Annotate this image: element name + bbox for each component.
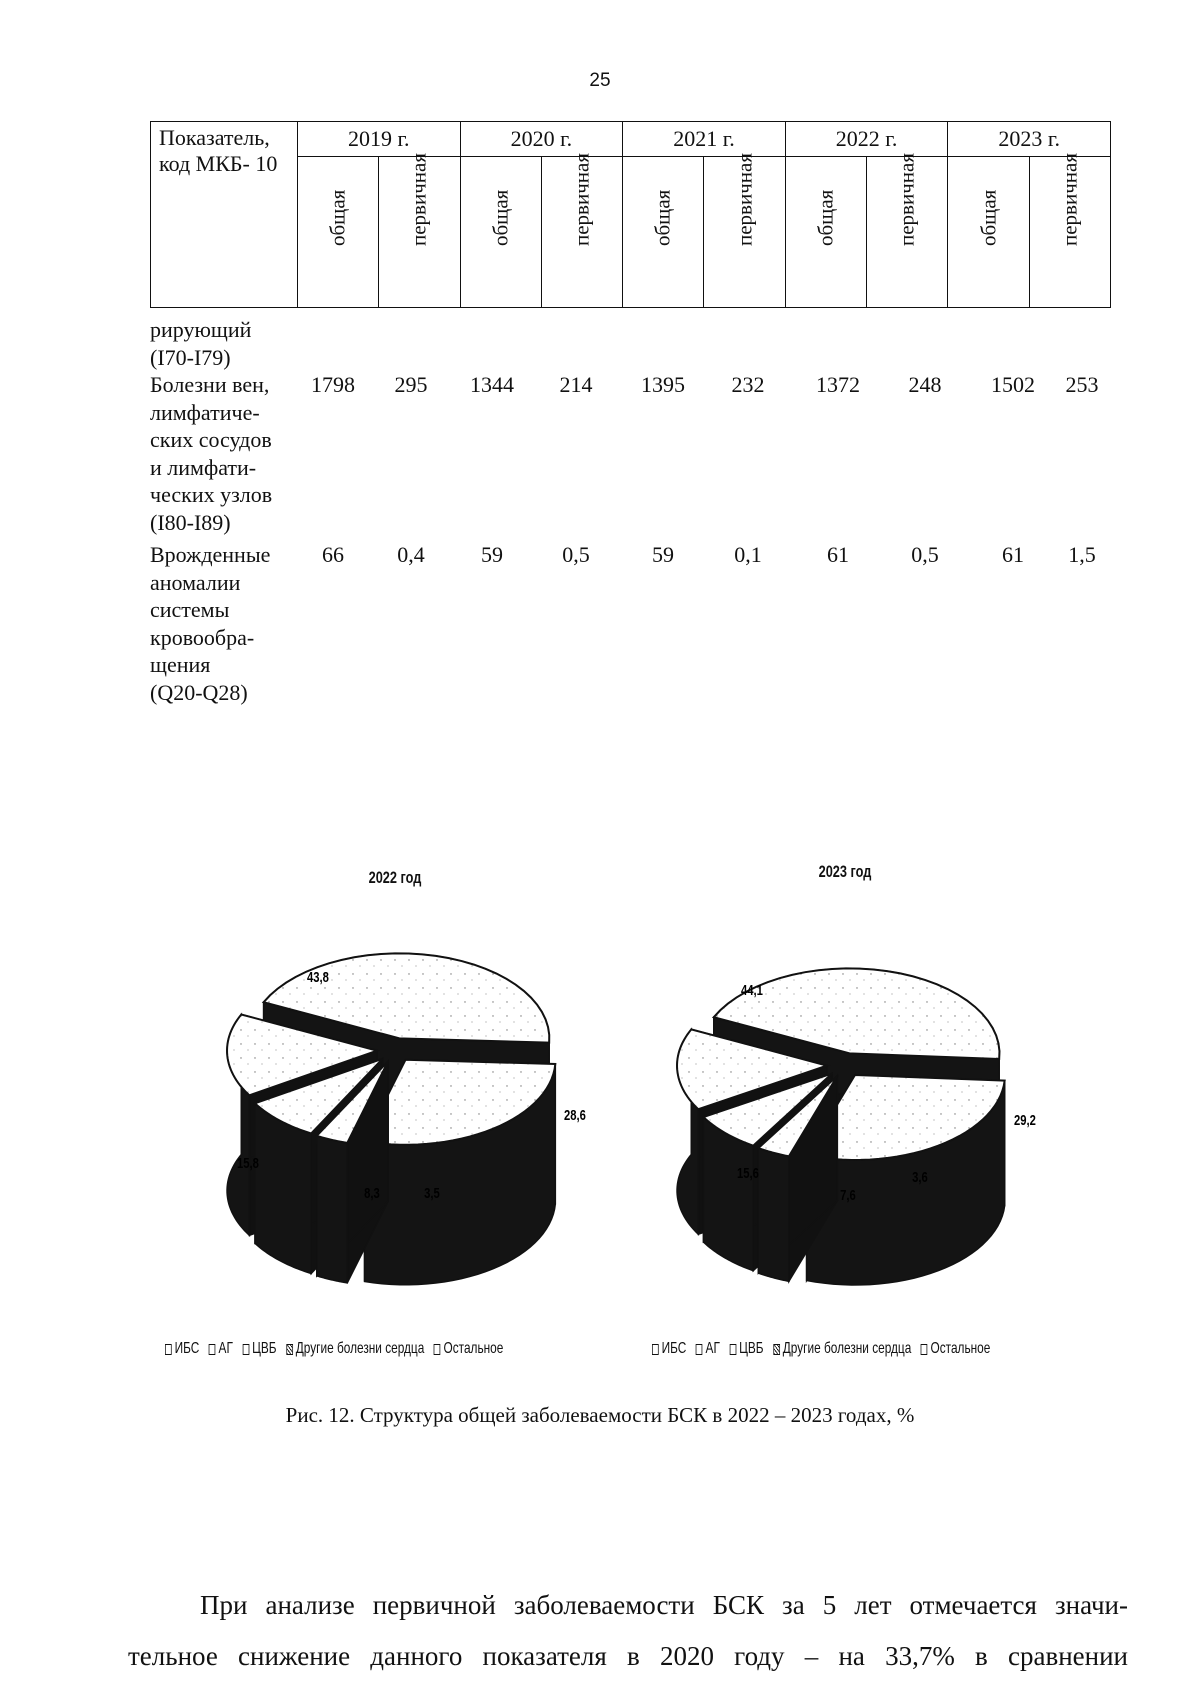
subheader-total: общая xyxy=(298,157,379,308)
table-cell: 1798 xyxy=(311,372,355,397)
legend-swatch xyxy=(242,1344,249,1355)
pie-slice-outer-wall xyxy=(317,1136,347,1283)
table-cell: 214 xyxy=(559,372,593,397)
subheader-primary: первичная xyxy=(1029,157,1110,308)
pie-data-label: 43,8 xyxy=(307,968,329,986)
table-cell: 66 xyxy=(322,542,344,567)
table-cell: 253 xyxy=(1065,372,1099,397)
year-header-2023: 2023 г. xyxy=(948,122,1111,157)
legend-swatch xyxy=(921,1344,928,1355)
subheader-total: общая xyxy=(460,157,541,308)
legend-item: ЦВБ xyxy=(729,1340,763,1358)
paragraph-line: При анализе первичной заболеваемости БСК за 5 лет отмечается значи- xyxy=(200,1590,1128,1620)
pie-data-label: 28,6 xyxy=(564,1106,586,1124)
legend-swatch xyxy=(434,1344,441,1355)
year-header-2020: 2020 г. xyxy=(460,122,623,157)
legend-item: Другие болезни сердца xyxy=(773,1340,911,1358)
subheader-total: общая xyxy=(785,157,866,308)
pie-2022 год xyxy=(227,953,586,1284)
legend-swatch xyxy=(729,1344,736,1355)
row-indicator-name: Болезни вен, лимфатиче- ских сосудов и лимфати- ческих узлов (I80-I89) xyxy=(150,372,273,535)
subheader-primary: первичная xyxy=(704,157,785,308)
legend-swatch xyxy=(165,1344,172,1355)
chart-title-2023: 2023 год xyxy=(818,862,872,881)
table-cell: 61 xyxy=(827,542,849,567)
table-cell: 0,5 xyxy=(562,542,590,567)
row-indicator-name: рирующий (I70-I79) xyxy=(150,317,252,370)
table-cell: 1372 xyxy=(816,372,860,397)
legend-2023 xyxy=(652,1340,990,1358)
table-cell: 0,1 xyxy=(734,542,762,567)
indicator-header: Показатель, код МКБ- 10 xyxy=(151,122,298,308)
legend-item: Другие болезни сердца xyxy=(286,1340,424,1358)
legend-swatch xyxy=(652,1344,659,1355)
legend-item: ИБС xyxy=(165,1340,199,1358)
pie-data-label: 44,1 xyxy=(741,981,763,999)
year-header-2021: 2021 г. xyxy=(623,122,786,157)
legend-swatch xyxy=(209,1344,216,1355)
chart-title-2022: 2022 год xyxy=(368,868,422,887)
table-cell: 1395 xyxy=(641,372,685,397)
legend-item: АГ xyxy=(696,1340,720,1358)
subheader-primary: первичная xyxy=(867,157,948,308)
pie-charts xyxy=(0,900,1200,1350)
table-cell: 59 xyxy=(652,542,674,567)
table-cell: 0,5 xyxy=(911,542,939,567)
subheader-primary: первичная xyxy=(379,157,460,308)
row-indicator-name: Врожденные аномалии системы кровообра- щения (Q20-Q28) xyxy=(150,542,271,705)
legend-2022 xyxy=(165,1340,503,1358)
pie-data-label: 29,2 xyxy=(1014,1111,1036,1129)
paragraph-line: тельное снижение данного показателя в 2020 году – на 33,7% в сравнении xyxy=(128,1641,1128,1671)
table-cell: 232 xyxy=(731,372,765,397)
table-cell: 61 xyxy=(1002,542,1024,567)
table-cell: 295 xyxy=(394,372,428,397)
legend-item: ЦВБ xyxy=(242,1340,276,1358)
table-cell: 1344 xyxy=(470,372,514,397)
pie-data-label: 3,6 xyxy=(912,1168,928,1186)
table-cell: 1502 xyxy=(991,372,1035,397)
pie-data-label: 7,6 xyxy=(840,1186,856,1204)
year-header-2019: 2019 г. xyxy=(298,122,461,157)
subheader-primary: первичная xyxy=(541,157,622,308)
table-cell: 59 xyxy=(481,542,503,567)
legend-swatch xyxy=(773,1344,780,1355)
pie-data-label: 3,5 xyxy=(424,1184,440,1202)
subheader-total: общая xyxy=(623,157,704,308)
pie-data-label: 15,6 xyxy=(737,1164,759,1182)
table-cell: 0,4 xyxy=(397,542,425,567)
table-cell: 248 xyxy=(908,372,942,397)
legend-item: ИБС xyxy=(652,1340,686,1358)
figure-caption: Рис. 12. Структура общей заболеваемости БСК в 2022 – 2023 годах, % xyxy=(285,1403,915,1427)
page-number: 25 xyxy=(589,70,611,91)
subheader-total: общая xyxy=(948,157,1029,308)
legend-swatch xyxy=(286,1344,293,1355)
legend-item: АГ xyxy=(209,1340,233,1358)
pie-2023 год xyxy=(677,968,1036,1285)
morbidity-table-header xyxy=(150,121,1111,308)
legend-swatch xyxy=(696,1344,703,1355)
legend-item: Остальное xyxy=(434,1340,503,1358)
pie-slice-outer-wall xyxy=(758,1148,789,1281)
pie-data-label: 15,8 xyxy=(237,1154,259,1172)
year-header-2022: 2022 г. xyxy=(785,122,948,157)
legend-item: Остальное xyxy=(921,1340,990,1358)
table-cell: 1,5 xyxy=(1068,542,1096,567)
body-paragraph xyxy=(128,1580,1128,1682)
pie-data-label: 8,3 xyxy=(364,1184,380,1202)
